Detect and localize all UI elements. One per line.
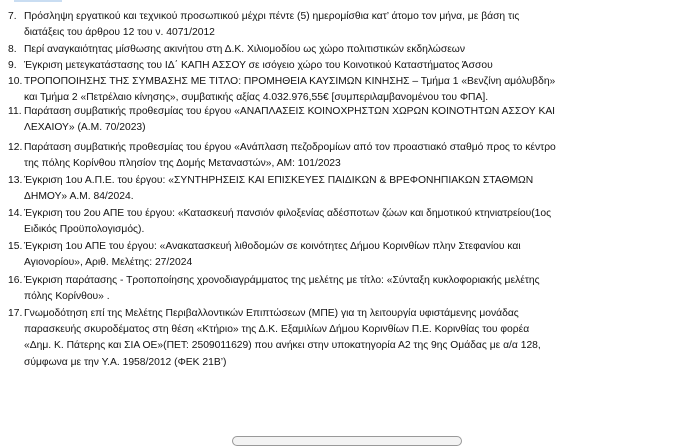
agenda-item-text-line: της πόλης Κορίνθου πλησίον της Δομής Μεταναστών», ΑΜ: 101/2023	[24, 158, 341, 170]
selection-highlight	[14, 0, 62, 2]
agenda-item-number: 17.	[8, 308, 23, 319]
agenda-item-text-line: Πρόσληψη εργατικού και τεχνικού προσωπικού μέχρι πέντε (5) ημερομίσθια κατ’ άτομο τον μήνα, με βάση τις	[24, 11, 520, 22]
page-footer-bar	[232, 436, 462, 446]
agenda-item-number: 11.	[8, 106, 22, 117]
agenda-item-number: 14.	[8, 208, 23, 219]
agenda-item-number: 7.	[8, 11, 17, 22]
agenda-item-text-line: Έγκριση μετεγκατάστασης του ΙΔ΄ ΚΑΠΗ ΑΣΣΟΥ σε ισόγειο χώρο του Κοινοτικού Καταστήματος Άσσου	[24, 60, 493, 71]
agenda-item-text-line: ΤΡΟΠΟΠΟΙΗΣΗΣ ΤΗΣ ΣΥΜΒΑΣΗΣ ΜΕ ΤΙΤΛΟ: ΠΡΟΜΗΘΕΙΑ ΚΑΥΣΙΜΩΝ ΚΙΝΗΣΗΣ – Τμήμα 1 «Βενζίνη αμόλυβδη»	[24, 76, 556, 87]
agenda-item-number: 9.	[8, 60, 17, 71]
agenda-item-number: 15.	[8, 241, 23, 252]
agenda-item-text-line: πόλης Κορίνθου» .	[24, 291, 110, 303]
agenda-item-text-line: ΛΕΧΑΙΟΥ» (Α.Μ. 70/2023)	[24, 122, 146, 134]
agenda-item-text-line: σύμφωνα με την Υ.Α. 1958/2012 (ΦΕΚ 21Β’)	[24, 356, 227, 368]
agenda-item-text-line: Έγκριση 1ου Α.Π.Ε. του έργου: «ΣΥΝΤΗΡΗΣΕΙΣ ΚΑΙ ΕΠΙΣΚΕΥΕΣ ΠΑΙΔΙΚΩΝ & ΒΡΕΦΟΝΗΠΙΑΚΩΝ ΣΤΑΘΜΩΝ	[24, 175, 534, 186]
agenda-item-number: 13.	[8, 175, 23, 186]
agenda-item-number: 16.	[8, 275, 23, 286]
agenda-item-text-line: Παράταση συμβατικής προθεσμίας του έργου «ΑΝΑΠΛΑΣΕΙΣ ΚΟΙΝΟΧΡΗΣΤΩΝ ΧΩΡΩΝ ΚΟΙΝΟΤΗΤΩΝ ΑΣΣΟΥ ΚΑΙ	[24, 106, 556, 117]
agenda-item-text-line: Γνωμοδότηση επί της Μελέτης Περιβαλλοντικών Επιπτώσεων (ΜΠΕ) για τη λειτουργία υφιστάμενης μονάδας	[24, 308, 519, 319]
agenda-item-text-line: Έγκριση 1ου ΑΠΕ του έργου: «Ανακατασκευή λιθοδομών σε κοινότητες Δήμου Κορινθίων πλην Στεφανίου και	[24, 241, 521, 252]
agenda-item-number: 8.	[8, 44, 17, 55]
agenda-item-text-line: Ειδικός Προϋπολογισμός).	[24, 224, 145, 236]
agenda-item-text-line: παρασκευής σκυροδέματος στη θέση «Κτήριο» της Δ.Κ. Εξαμιλίων Δήμου Κορινθίων Π.Ε. Κορινθίας του φορέα	[24, 324, 530, 336]
agenda-item-text-line: Περί αναγκαιότητας μίσθωσης ακινήτου στη Δ.Κ. Χιλιομοδίου ως χώρο πολιτιστικών εκδηλώσεων	[24, 44, 465, 55]
agenda-item-text-line: ΔΗΜΟΥ» Α.Μ. 84/2024.	[24, 191, 134, 203]
agenda-item-number: 12.	[8, 142, 23, 153]
agenda-item-text-line: διατάξεις του άρθρου 12 του ν. 4071/2012	[24, 27, 215, 39]
agenda-item-text-line: Έγκριση παράτασης - Τροποποίησης χρονοδιαγράμματος της μελέτης με τίτλο: «Σύνταξη κυκλοφοριακής μελέτης	[24, 275, 540, 286]
agenda-item-text-line: και Τμήμα 2 «Πετρέλαιο κίνησης», συμβατικής αξίας 4.032.976,55€ [συμπεριλαμβανομένου του ΦΠΑ].	[24, 92, 489, 104]
agenda-item-number: 10.	[8, 76, 23, 87]
agenda-item-text-line: «Δημ. Κ. Πάτερης και ΣΙΑ ΟΕ»(ΠΕΤ: 2509011629) που ανήκει στην υποκατηγορία Α2 της 9ης Ομάδας με α/α 128,	[24, 340, 541, 352]
agenda-item-text-line: Έγκριση του 2ου ΑΠΕ του έργου: «Κατασκευή πανσιόν φιλοξενίας αδέσποτων ζώων και δημοτικού κτηνιατρείου(1ος	[24, 208, 552, 219]
agenda-item-text-line: Αγιονορίου», Αριθ. Μελέτης: 27/2024	[24, 257, 193, 269]
agenda-item-text-line: Παράταση συμβατικής προθεσμίας του έργου «Ανάπλαση πεζοδρομίων από τον προαστιακό σταθμό προς το κέντρο	[24, 142, 556, 153]
